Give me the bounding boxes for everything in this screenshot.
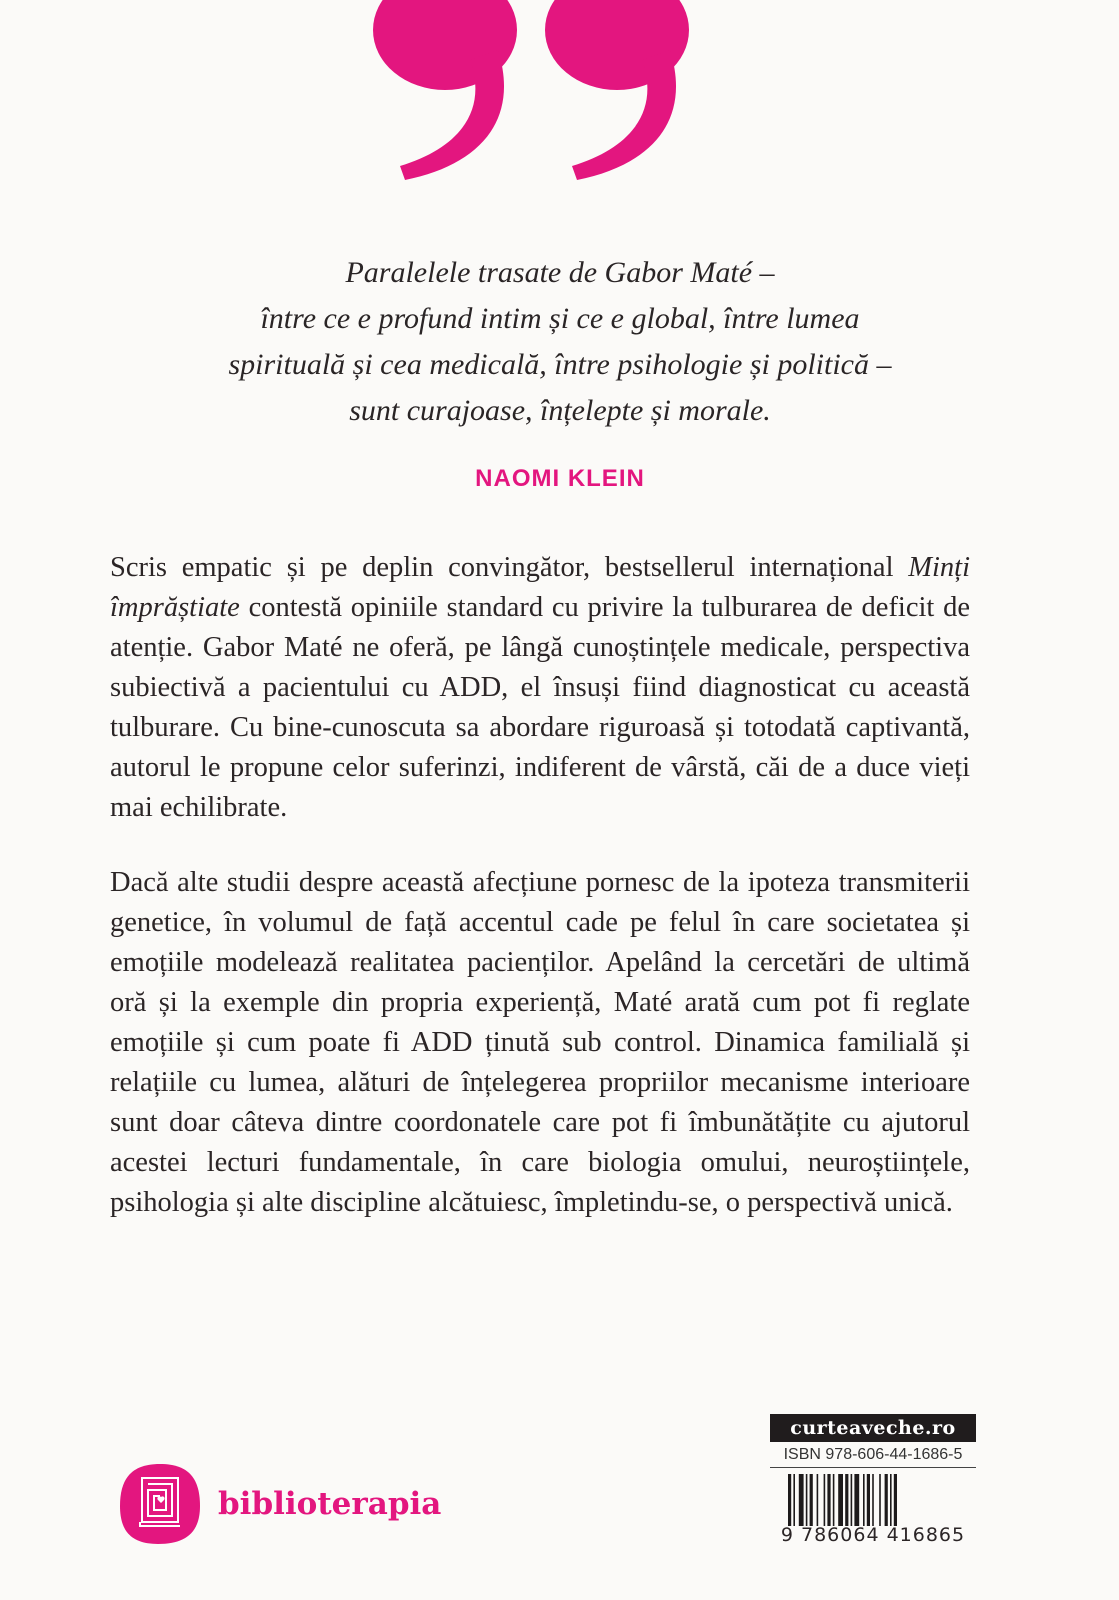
description-paragraph-2: Dacă alte studii despre această afecțiune pornesc de la ipoteza transmiterii genetice, în volumul de față accentul cade pe felul în care societatea și emoțiile modelează realitatea pacienților. Apelând la cercetări de ultimă oră și la exemple din propria experiență, Maté arată cum pot fi reglate emoțiile și cum poate fi ADD ținută sub control. Dinamica familială și relațiile cu lumea, alături de înțelegerea propriilor mecanisme interioare sunt doar câteva dintre coordonatele care pot fi îmbunătățite cu ajutorul acestei lecturi fundamentale, în care biologia omului, neuroștiințele, psihologia și alte discipline alcătuiesc, împletindu-se, o perspectivă unică. — [110, 867, 970, 1218]
epigraph-quote — [100, 250, 1020, 434]
barcode-bar — [810, 1474, 813, 1526]
barcode-bar — [827, 1474, 830, 1526]
barcode-bar — [890, 1474, 892, 1526]
quotation-mark-icon — [370, 0, 690, 190]
quote-attribution: NAOMI KLEIN — [475, 465, 645, 492]
barcode-bar — [824, 1474, 826, 1526]
imprint-name: biblioterapia — [218, 1486, 442, 1522]
epigraph-line: sunt curajoase, înțelepte și morale. — [349, 394, 771, 427]
barcode-bar — [838, 1474, 843, 1526]
book-maze-heart-icon — [118, 1462, 202, 1546]
paragraph-text: Scris empatic și pe deplin convingător, bestsellerul internațional — [110, 552, 909, 583]
barcode-bar — [833, 1474, 835, 1526]
barcode-bar — [872, 1474, 874, 1526]
publisher-block — [770, 1414, 976, 1546]
barcode-bar — [817, 1474, 819, 1526]
epigraph-line: spirituală și cea medicală, între psihologie și politică – — [228, 348, 892, 381]
imprint-logo — [118, 1462, 441, 1546]
book-title: Minți împrăștiate — [110, 552, 970, 623]
epigraph-line: între ce e profund intim și ce e global, între lumea — [260, 302, 860, 335]
barcode-bar — [806, 1474, 808, 1526]
paragraph-text: contestă opiniile standard cu privire la tulburarea de deficit de atenție. Gabor Maté ne oferă, pe lângă cunoștințele medicale, perspectiva subiectivă a pacientului cu ADD, el însuși fiind diagnosticat cu această tulburare. Cu bine-cunoscuta sa abordare riguroasă și totodată captivantă, autorul le propune celor suferinzi, indiferent de vârstă, căi de a duce vieți mai echilibrate. — [110, 592, 970, 823]
publisher-website: curteaveche.ro — [770, 1414, 976, 1442]
barcode-bar — [879, 1474, 881, 1526]
barcode-bar — [894, 1474, 897, 1526]
barcode-bar — [863, 1474, 865, 1526]
barcode — [784, 1474, 962, 1526]
barcode-bar — [851, 1474, 853, 1526]
barcode-bar — [793, 1474, 795, 1526]
description-paragraph-1 — [110, 548, 970, 828]
barcode-digits: 9 786064 416865 — [780, 1524, 966, 1546]
barcode-bar — [799, 1474, 804, 1526]
barcode-bar — [885, 1474, 888, 1526]
barcode-bar — [854, 1474, 859, 1526]
barcode-bar — [867, 1474, 870, 1526]
isbn-label: ISBN 978-606-44-1686-5 — [770, 1446, 976, 1468]
barcode-bar — [788, 1474, 791, 1526]
barcode-bar — [845, 1474, 848, 1526]
epigraph-line: Paralelele trasate de Gabor Maté – — [345, 256, 775, 289]
